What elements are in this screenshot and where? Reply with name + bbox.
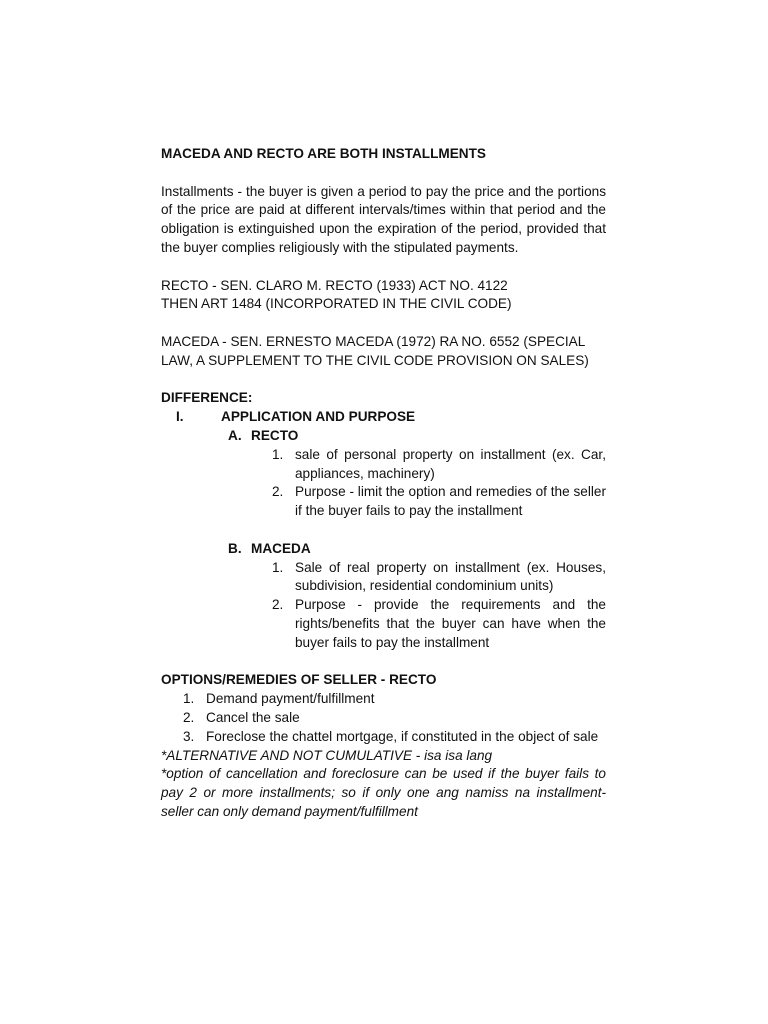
list-item-number: 1. bbox=[183, 691, 195, 707]
document-page bbox=[161, 145, 606, 822]
section-one-heading bbox=[176, 408, 606, 427]
recto-subheading bbox=[228, 427, 606, 446]
recto-item-list bbox=[272, 446, 606, 521]
maceda-subsection bbox=[228, 540, 606, 559]
difference-heading: DIFFERENCE: bbox=[161, 390, 253, 406]
list-item-number: 1. bbox=[272, 559, 284, 575]
spacer bbox=[161, 164, 606, 183]
installments-definition: Installments - the buyer is given a period to pay the price and the portions of the price are paid at different intervals/times within that period and the obligation is extinguished upon the expiration of the period, provided that the buyer complies religiously with the stipulated payments. bbox=[161, 183, 606, 255]
list-item bbox=[272, 559, 606, 597]
options-heading: OPTIONS/REMEDIES OF SELLER - RECTO bbox=[161, 672, 437, 688]
maceda-title: MACEDA bbox=[251, 540, 311, 556]
recto-subsection bbox=[228, 427, 606, 446]
maceda-marker: B. bbox=[228, 540, 242, 556]
section-one-title: APPLICATION AND PURPOSE bbox=[221, 409, 416, 425]
document-title: MACEDA AND RECTO ARE BOTH INSTALLMENTS bbox=[161, 146, 486, 161]
spacer bbox=[161, 521, 606, 540]
spacer bbox=[161, 258, 606, 277]
maceda-definition: MACEDA - SEN. ERNESTO MACEDA (1972) RA NO. 6552 (SPECIAL LAW, A SUPPLEMENT TO THE CIVIL CODE PROVISION ON SALES) bbox=[161, 333, 589, 368]
list-item bbox=[183, 709, 606, 728]
note-alternative: *ALTERNATIVE AND NOT CUMULATIVE - isa isa lang bbox=[161, 747, 493, 763]
maceda-subheading bbox=[228, 540, 606, 559]
spacer bbox=[161, 653, 606, 672]
list-item-number: 2. bbox=[272, 597, 284, 613]
list-item-number: 2. bbox=[183, 709, 195, 725]
list-item-text: Purpose - provide the requirements and the rights/benefits that the buyer can have when the buyer fails to pay the installment bbox=[295, 597, 606, 650]
list-item bbox=[183, 690, 606, 709]
recto-article-line: THEN ART 1484 (INCORPORATED IN THE CIVIL CODE) bbox=[161, 296, 512, 312]
list-item bbox=[272, 596, 606, 652]
list-item-number: 1. bbox=[272, 446, 284, 462]
spacer bbox=[161, 371, 606, 390]
list-item-text: Sale of real property on installment (ex. Houses, subdivision, residential condominium units) bbox=[295, 559, 606, 594]
maceda-item-list bbox=[272, 559, 606, 653]
section-one-marker: I. bbox=[176, 409, 184, 425]
list-item-number: 2. bbox=[272, 484, 284, 500]
recto-marker: A. bbox=[228, 427, 242, 443]
recto-title: RECTO bbox=[251, 427, 299, 443]
list-item-number: 3. bbox=[183, 728, 195, 744]
list-item-text: Purpose - limit the option and remedies of the seller if the buyer fails to pay the installment bbox=[295, 484, 606, 519]
note-cancellation: *option of cancellation and foreclosure can be used if the buyer fails to pay 2 or more installments; so if only one ang namiss na installment-seller can only demand payment/fulfillment bbox=[161, 766, 606, 819]
spacer bbox=[161, 314, 606, 333]
list-item-text: Cancel the sale bbox=[206, 709, 300, 725]
list-item-text: Demand payment/fulfillment bbox=[206, 691, 375, 707]
list-item-text: sale of personal property on installment (ex. Car, appliances, machinery) bbox=[295, 446, 606, 481]
options-list bbox=[183, 690, 606, 746]
list-item bbox=[183, 728, 606, 747]
list-item-text: Foreclose the chattel mortgage, if constituted in the object of sale bbox=[206, 728, 599, 744]
list-item bbox=[272, 483, 606, 521]
recto-law-line: RECTO - SEN. CLARO M. RECTO (1933) ACT NO. 4122 bbox=[161, 277, 508, 293]
list-item bbox=[272, 446, 606, 484]
